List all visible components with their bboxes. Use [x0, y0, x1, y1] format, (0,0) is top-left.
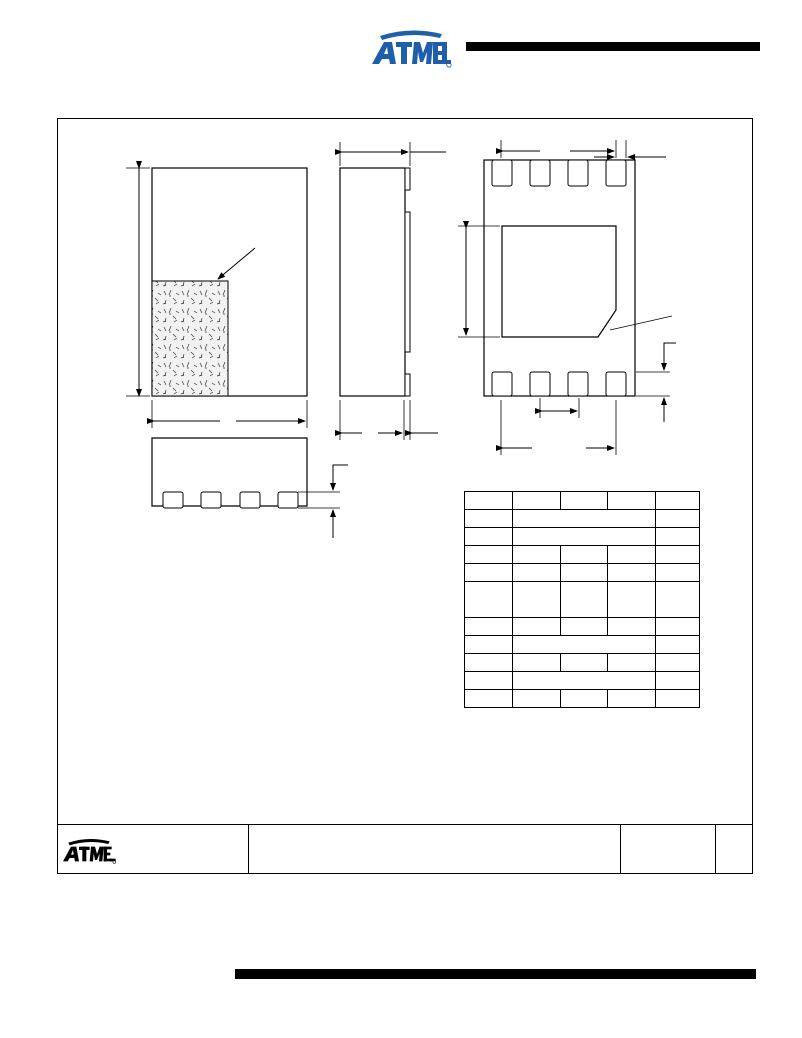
table-row — [465, 492, 700, 510]
table-row — [465, 672, 700, 690]
footer-rule — [235, 969, 756, 979]
title-block — [57, 824, 753, 874]
table-row — [465, 654, 700, 672]
package-end-view-icon — [152, 438, 348, 538]
table-row — [465, 510, 700, 528]
title-block-title-cell — [249, 824, 621, 874]
table-row — [465, 546, 700, 564]
title-block-drawing-number-cell — [621, 824, 716, 874]
table-row — [465, 564, 700, 582]
title-block-logo-cell — [57, 824, 249, 874]
atmel-logo-small-icon — [61, 836, 117, 864]
table-row — [465, 618, 700, 636]
title-block-revision-cell — [716, 824, 753, 874]
package-side-view-icon — [340, 142, 446, 440]
package-bottom-view-icon — [458, 140, 676, 455]
table-row — [465, 690, 700, 708]
table-row — [465, 582, 700, 618]
table-row — [465, 636, 700, 654]
dimension-table — [464, 491, 700, 708]
package-top-view-icon — [126, 168, 307, 428]
table-row — [465, 528, 700, 546]
